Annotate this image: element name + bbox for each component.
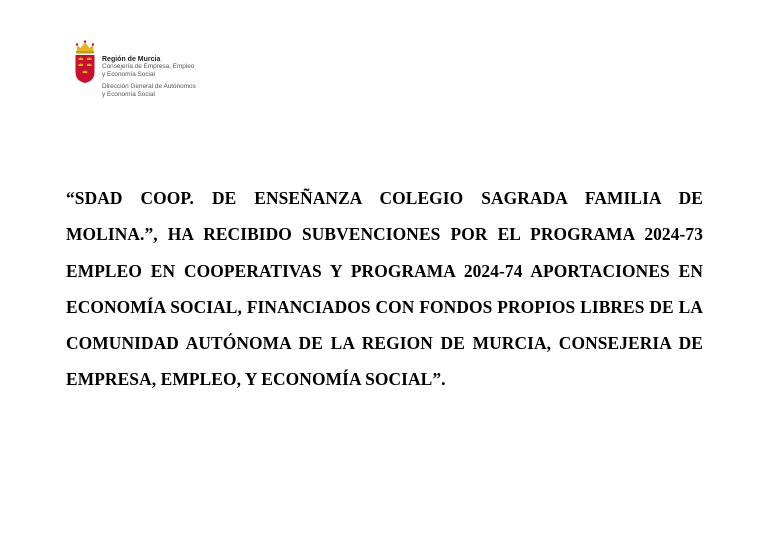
region-de-murcia-crest-icon xyxy=(73,40,97,84)
subsidy-notice-text: “SDAD COOP. DE ENSEÑANZA COLEGIO SAGRADA FAMILIA DE MOLINA.”, HA RECIBIDO SUBVENCIONES POR EL PROGRAMA 2024-73 EMPLEO EN COOPERATIVAS Y PROGRAMA 2024-74 APORTACIONES EN ECONOMÍA SOCIAL, FINANCIADOS CON FONDOS PROPIOS LIBRES DE LA COMUNIDAD AUTÓNOMA DE LA REGION DE MURCIA, CONSEJERIA DE EMPRESA, EMPLEO, Y ECONOMÍA SOCIAL”. xyxy=(66,188,703,390)
organization-block xyxy=(102,56,196,98)
department-line-1: Consejería de Empresa, Empleo xyxy=(102,63,195,71)
directorate-line-1: Dirección General de Autónomos xyxy=(102,83,196,91)
department-line-2: y Economía Social xyxy=(102,70,155,78)
letterhead xyxy=(73,40,196,98)
region-name: Región de Murcia xyxy=(102,56,161,63)
directorate-line-2: y Economía Social xyxy=(102,90,155,98)
